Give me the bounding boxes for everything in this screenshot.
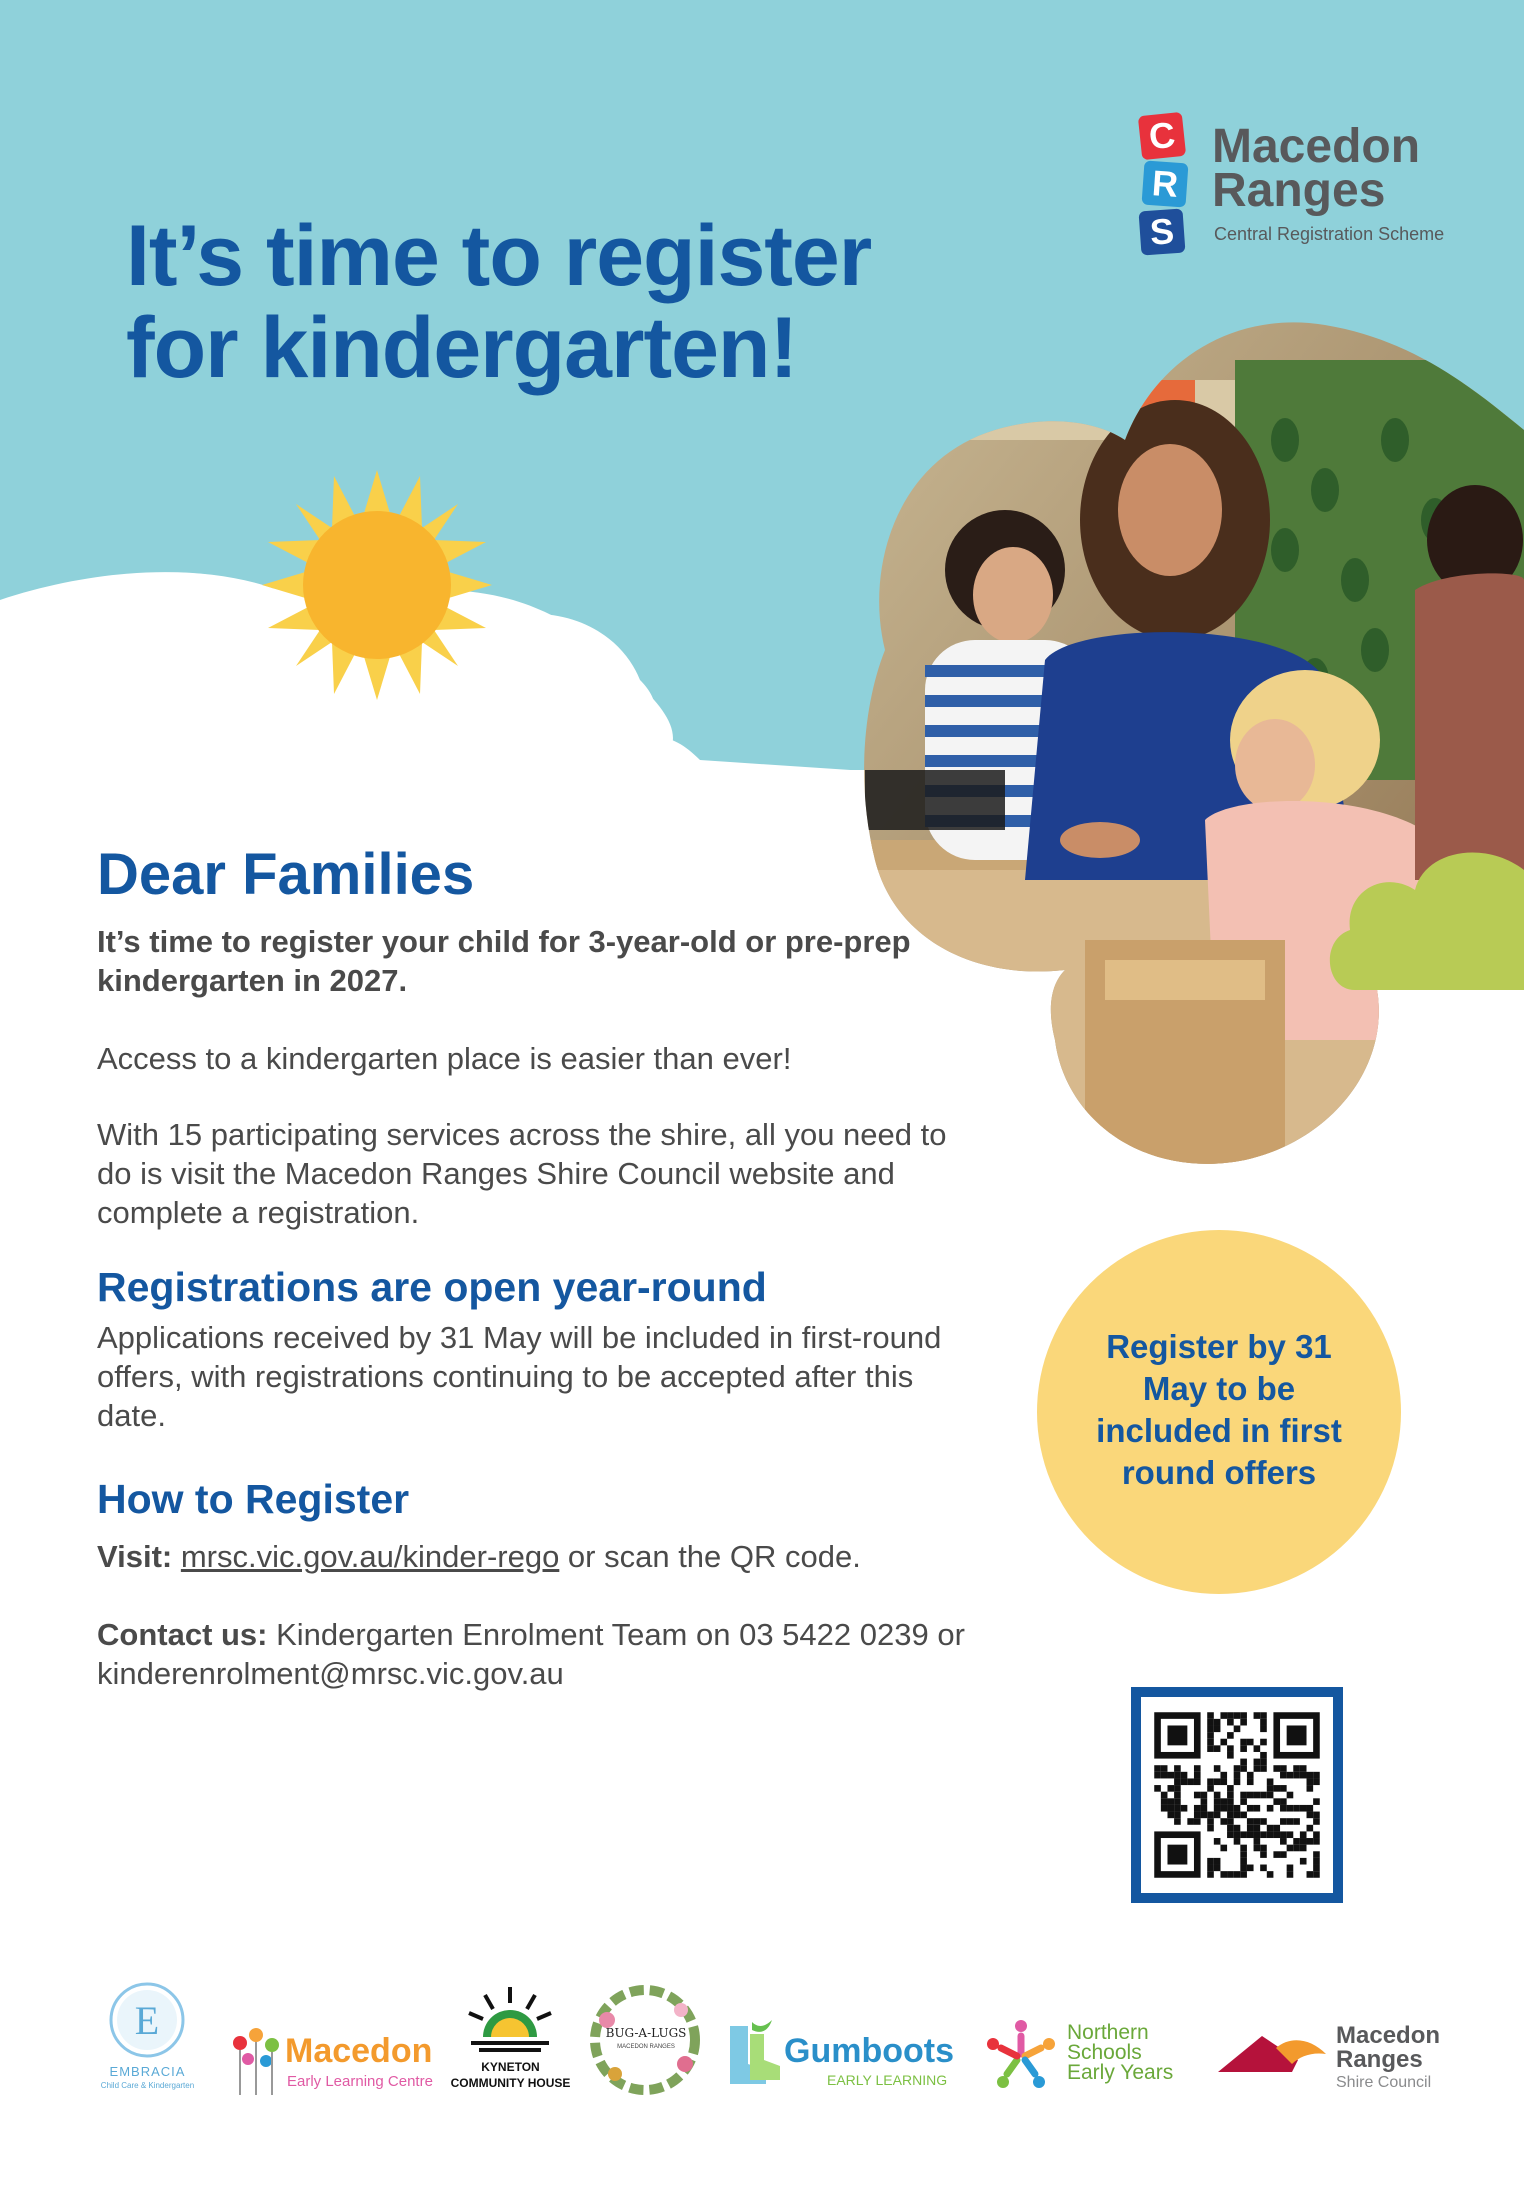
kyneton-line1: KYNETON: [481, 2060, 540, 2074]
embracia-sub: Child Care & Kindergarten: [100, 2081, 195, 2090]
registration-link[interactable]: mrsc.vic.gov.au/kinder-rego: [180, 1539, 560, 1574]
floral-wreath-icon: [585, 1980, 705, 2100]
macedon-elc-sub: Early Learning Centre: [287, 2073, 433, 2090]
partner-macedon-elc: [230, 1980, 440, 2100]
partner-northern-schools-early-years: [985, 1980, 1185, 2100]
bugalugs-sub: MACEDON RANGES: [617, 2044, 675, 2050]
embracia-emblem-icon: [107, 1980, 187, 2060]
flowers-icon: [230, 2025, 282, 2095]
contact-line: [97, 1615, 977, 1693]
mrsc-line2: Ranges: [1336, 2046, 1423, 2073]
mountain-icon: [1218, 2030, 1328, 2080]
logo-subtitle: Central Registration Scheme: [1214, 224, 1445, 244]
crs-letter-c: C: [1138, 112, 1186, 160]
dear-families-heading: Dear Families: [97, 842, 475, 907]
embracia-name: EMBRACIA: [109, 2064, 186, 2079]
logo-title-line2: Ranges: [1212, 164, 1386, 217]
logo-title-line1: Macedon: [1212, 120, 1421, 173]
registrations-heading: Registrations are open year-round: [97, 1264, 767, 1310]
headline-line1: It’s time to register: [126, 208, 872, 304]
crs-letter-s: S: [1139, 209, 1186, 256]
badge-text: Register by 31 May to be included in first round offers: [1096, 1328, 1342, 1491]
how-to-register-heading: How to Register: [97, 1476, 410, 1522]
registrations-text: Applications received by 31 May will be included in first-round offers, with registrations continuing to be accepted after this date.: [97, 1320, 942, 1433]
intro-paragraph-1: Access to a kindergarten place is easier than ever!: [97, 1041, 792, 1076]
sunrise-icon: [465, 1985, 555, 2055]
intro-lead: It’s time to register your child for 3-year-old or pre-prep kindergarten in 2027.: [97, 924, 911, 998]
gumboots-sub: EARLY LEARNING: [827, 2072, 948, 2088]
bugalugs-name: BUG-A-LUGS: [605, 2026, 687, 2040]
qr-code[interactable]: [1131, 1687, 1343, 1903]
contact-text: Kindergarten Enrolment Team on 03 5422 0239 or kinderenrolment@mrsc.vic.gov.au: [97, 1617, 965, 1691]
gumboots-name: Gumboots: [784, 2032, 954, 2070]
register-deadline-badge: [1037, 1230, 1401, 1594]
green-cloud-decoration: [1325, 840, 1524, 990]
mrsc-line3: Shire Council: [1336, 2074, 1432, 2091]
kyneton-line2: COMMUNITY HOUSE: [450, 2076, 571, 2090]
sun-icon: [262, 470, 492, 700]
visit-suffix: or scan the QR code.: [559, 1539, 861, 1574]
mrsc-line1: Macedon: [1336, 2022, 1441, 2049]
nsey-line2: Schools: [1067, 2041, 1142, 2064]
visit-label: Visit:: [97, 1539, 173, 1574]
crs-logo: [1140, 110, 1450, 260]
partner-macedon-ranges-shire-council: [1218, 1980, 1458, 2100]
intro-paragraph-2: With 15 participating services across the shire, all you need to do is visit the Macedon Ranges Shire Council website and complete a registration.: [97, 1117, 947, 1230]
partner-embracia: [95, 1980, 200, 2100]
nsey-line1: Northern: [1067, 2021, 1149, 2044]
contact-label: Contact us:: [97, 1617, 268, 1652]
crs-letter-r: R: [1142, 161, 1189, 208]
people-star-icon: [985, 2018, 1057, 2094]
partner-kyneton-community-house: [448, 1980, 573, 2100]
gumboots-icon: [722, 2020, 782, 2090]
partner-bug-a-lugs: [583, 1980, 708, 2100]
svg-text:E: E: [134, 1998, 160, 2043]
headline-line2: for kindergarten!: [126, 300, 798, 396]
nsey-line3: Early Years: [1067, 2061, 1174, 2084]
macedon-elc-name: Macedon: [285, 2032, 433, 2070]
qr-code-pattern: [1141, 1697, 1333, 1893]
partner-gumboots: [722, 1980, 952, 2100]
visit-line: [97, 1537, 997, 1576]
